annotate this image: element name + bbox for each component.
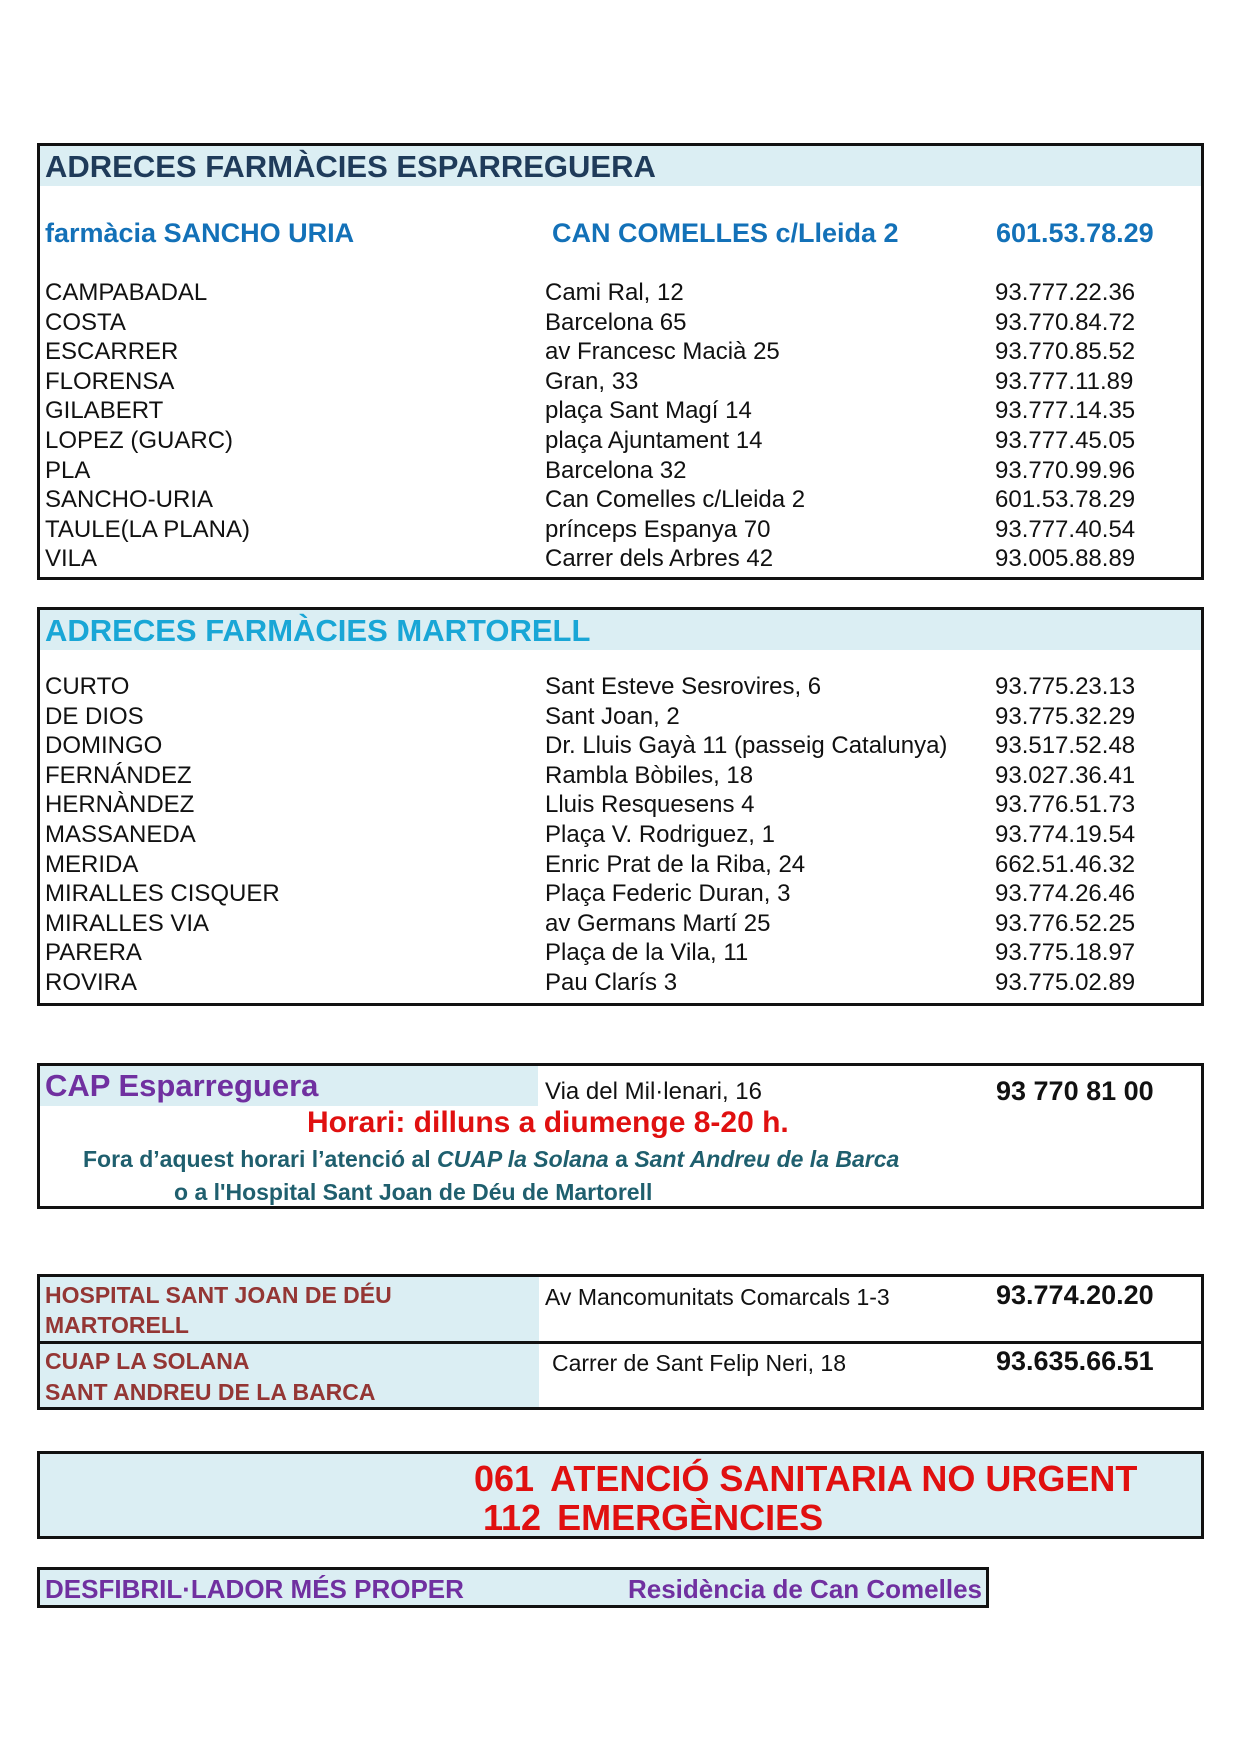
table-row bbox=[40, 279, 1201, 309]
pharmacy-address: Dr. Lluis Gayà 11 (passeig Catalunya) bbox=[545, 732, 948, 760]
cap-title: CAP Esparreguera bbox=[45, 1068, 319, 1103]
table-row bbox=[40, 880, 1201, 910]
cap-note-line1 bbox=[83, 1146, 899, 1173]
pharmacy-name: VILA bbox=[45, 545, 98, 573]
pharmacy-name: CAMPABADAL bbox=[45, 279, 208, 306]
table-row bbox=[40, 457, 1201, 487]
pharmacy-address: Sant Esteve Sesrovires, 6 bbox=[545, 673, 822, 700]
hospital-2-phone: 93.635.66.51 bbox=[996, 1346, 1154, 1376]
esparreguera-title: ADRECES FARMÀCIES ESPARREGUERA bbox=[45, 149, 656, 184]
pharmacy-address: Lluis Resquesens 4 bbox=[545, 791, 755, 819]
pharmacy-name: PARERA bbox=[45, 939, 142, 967]
pharmacy-phone: 93.777.22.36 bbox=[995, 279, 1136, 306]
pharmacy-address: Rambla Bòbiles, 18 bbox=[545, 761, 754, 789]
pharmacy-address: Barcelona 65 bbox=[545, 308, 687, 336]
table-row bbox=[40, 910, 1201, 940]
pharmacy-name: LOPEZ (GUARC) bbox=[45, 427, 234, 454]
table-row bbox=[40, 545, 1201, 575]
pharmacy-name: DOMINGO bbox=[45, 732, 163, 760]
pharmacy-address: plaça Sant Magí 14 bbox=[545, 397, 752, 425]
pharmacy-phone: 662.51.46.32 bbox=[995, 850, 1136, 878]
pharmacy-address: prínceps Espanya 70 bbox=[545, 515, 771, 543]
pharmacy-address: av Germans Martí 25 bbox=[545, 909, 771, 937]
pharmacy-address: Plaça Federic Duran, 3 bbox=[545, 880, 791, 908]
pharmacy-address: Plaça de la Vila, 11 bbox=[545, 939, 749, 967]
table-row bbox=[40, 516, 1201, 546]
pharmacy-name: SANCHO-URIA bbox=[45, 486, 214, 514]
table-row bbox=[40, 397, 1201, 427]
pharmacy-phone: 93.777.45.05 bbox=[995, 427, 1136, 454]
table-row bbox=[40, 851, 1201, 881]
pharmacy-phone: 93.775.23.13 bbox=[995, 673, 1136, 700]
pharmacy-name: COSTA bbox=[45, 308, 126, 336]
pharmacy-phone: 93.777.40.54 bbox=[995, 515, 1136, 543]
hospital-1-name-line2: MARTORELL bbox=[45, 1312, 189, 1338]
hospital-divider bbox=[40, 1341, 1201, 1344]
pharmacy-address: Cami Ral, 12 bbox=[545, 279, 684, 306]
pharmacy-address: Pau Clarís 3 bbox=[545, 969, 678, 996]
pharmacy-phone: 93.517.52.48 bbox=[995, 732, 1136, 760]
cap-note-prefix: Fora d’aquest horari l’atenció al bbox=[83, 1146, 438, 1172]
hospital-2-name-line1: CUAP LA SOLANA bbox=[45, 1348, 250, 1374]
table-row bbox=[40, 762, 1201, 792]
hospitals-section bbox=[37, 1274, 1204, 1410]
pharmacy-address: av Francesc Macià 25 bbox=[545, 338, 780, 366]
pharmacy-phone: 93.770.85.52 bbox=[995, 338, 1136, 366]
hospital-1-name-line1: HOSPITAL SANT JOAN DE DÉU bbox=[45, 1282, 392, 1308]
table-row bbox=[40, 338, 1201, 368]
pharmacy-address: Plaça V. Rodriguez, 1 bbox=[545, 821, 775, 848]
pharmacy-address: Gran, 33 bbox=[545, 367, 639, 395]
pharmacy-name: MERIDA bbox=[45, 850, 139, 878]
cap-note-place: Sant Andreu de la Barca bbox=[634, 1146, 900, 1172]
hospital-1-phone: 93.774.20.20 bbox=[996, 1280, 1154, 1310]
pharmacy-name: DE DIOS bbox=[45, 702, 144, 730]
emergency-line-2 bbox=[483, 1497, 823, 1539]
pharmacy-name: PLA bbox=[45, 456, 91, 484]
pharmacy-phone: 93.777.14.35 bbox=[995, 397, 1136, 425]
pharmacy-phone: 93.776.51.73 bbox=[995, 791, 1136, 819]
cap-note-cuap: CUAP la Solana bbox=[437, 1146, 609, 1172]
pharmacy-phone: 93.775.02.89 bbox=[995, 969, 1136, 996]
pharmacy-address: Barcelona 32 bbox=[545, 456, 687, 484]
guard-pharmacy-phone: 601.53.78.29 bbox=[996, 218, 1154, 248]
emergency-text-112: EMERGÈNCIES bbox=[557, 1497, 824, 1538]
pharmacy-name: ROVIRA bbox=[45, 969, 138, 996]
pharmacy-name: ESCARRER bbox=[45, 338, 179, 366]
emergency-number-061: 061 bbox=[474, 1458, 535, 1499]
hospital-2-name-line2: SANT ANDREU DE LA BARCA bbox=[45, 1379, 376, 1405]
emergency-line-1 bbox=[474, 1458, 1137, 1500]
table-row bbox=[40, 703, 1201, 733]
emergency-text-061: ATENCIÓ SANITARIA NO URGENT bbox=[550, 1458, 1138, 1499]
pharmacy-name: MASSANEDA bbox=[45, 821, 196, 848]
table-row bbox=[40, 427, 1201, 457]
table-row bbox=[40, 732, 1201, 762]
esparreguera-section bbox=[37, 143, 1204, 580]
guard-row bbox=[40, 218, 1201, 254]
martorell-section bbox=[37, 607, 1204, 1006]
pharmacy-phone: 93.770.84.72 bbox=[995, 308, 1136, 336]
martorell-title: ADRECES FARMÀCIES MARTORELL bbox=[45, 613, 591, 648]
pharmacy-phone: 93.775.18.97 bbox=[995, 939, 1136, 967]
pharmacy-phone: 93.005.88.89 bbox=[995, 545, 1136, 573]
cap-note-line2: o a l'Hospital Sant Joan de Déu de Martorell bbox=[174, 1179, 653, 1205]
guard-pharmacy-name: farmàcia SANCHO URIA bbox=[45, 218, 355, 248]
pharmacy-address: plaça Ajuntament 14 bbox=[545, 427, 763, 454]
pharmacy-phone: 93.774.19.54 bbox=[995, 821, 1136, 848]
pharmacy-address: Sant Joan, 2 bbox=[545, 702, 680, 730]
table-row bbox=[40, 486, 1201, 516]
pharmacy-phone: 93.775.32.29 bbox=[995, 702, 1136, 730]
pharmacy-name: GILABERT bbox=[45, 397, 164, 425]
pharmacy-address: Carrer dels Arbres 42 bbox=[545, 545, 774, 573]
pharmacy-phone: 93.774.26.46 bbox=[995, 880, 1136, 908]
pharmacy-phone: 93.027.36.41 bbox=[995, 761, 1136, 789]
cap-note-a: a bbox=[608, 1146, 635, 1172]
defib-label: DESFIBRIL·LADOR MÉS PROPER bbox=[45, 1574, 464, 1604]
pharmacy-name: CURTO bbox=[45, 673, 130, 700]
pharmacy-name: HERNÀNDEZ bbox=[45, 791, 195, 819]
pharmacy-name: FERNÁNDEZ bbox=[45, 761, 192, 789]
table-row bbox=[40, 821, 1201, 851]
pharmacy-name: TAULE(LA PLANA) bbox=[45, 515, 250, 543]
pharmacy-phone: 93.770.99.96 bbox=[995, 456, 1136, 484]
table-row bbox=[40, 368, 1201, 398]
defib-section bbox=[37, 1567, 989, 1608]
pharmacy-phone: 93.777.11.89 bbox=[995, 367, 1134, 395]
pharmacy-phone: 93.776.52.25 bbox=[995, 909, 1136, 937]
emergency-number-112: 112 bbox=[483, 1497, 542, 1538]
pharmacy-address: Enric Prat de la Riba, 24 bbox=[545, 850, 806, 878]
table-row bbox=[40, 309, 1201, 339]
pharmacy-name: MIRALLES VIA bbox=[45, 909, 210, 937]
cap-address: Via del Mil·lenari, 16 bbox=[545, 1078, 762, 1105]
cap-phone: 93 770 81 00 bbox=[996, 1076, 1154, 1106]
pharmacy-address: Can Comelles c/Lleida 2 bbox=[545, 486, 806, 514]
table-row bbox=[40, 939, 1201, 969]
defib-location: Residència de Can Comelles bbox=[627, 1574, 982, 1604]
table-row bbox=[40, 791, 1201, 821]
hospital-2-address: Carrer de Sant Felip Neri, 18 bbox=[552, 1350, 847, 1376]
guard-pharmacy-address: CAN COMELLES c/Lleida 2 bbox=[552, 218, 899, 248]
emergency-section bbox=[37, 1451, 1204, 1539]
table-row bbox=[40, 673, 1201, 703]
cap-section bbox=[37, 1063, 1204, 1209]
hospital-1-address: Av Mancomunitats Comarcals 1-3 bbox=[545, 1284, 890, 1310]
table-row bbox=[40, 969, 1201, 999]
pharmacy-name: MIRALLES CISQUER bbox=[45, 880, 280, 908]
pharmacy-phone: 601.53.78.29 bbox=[995, 486, 1136, 514]
pharmacy-name: FLORENSA bbox=[45, 367, 175, 395]
cap-schedule: Horari: dilluns a diumenge 8-20 h. bbox=[307, 1106, 789, 1139]
